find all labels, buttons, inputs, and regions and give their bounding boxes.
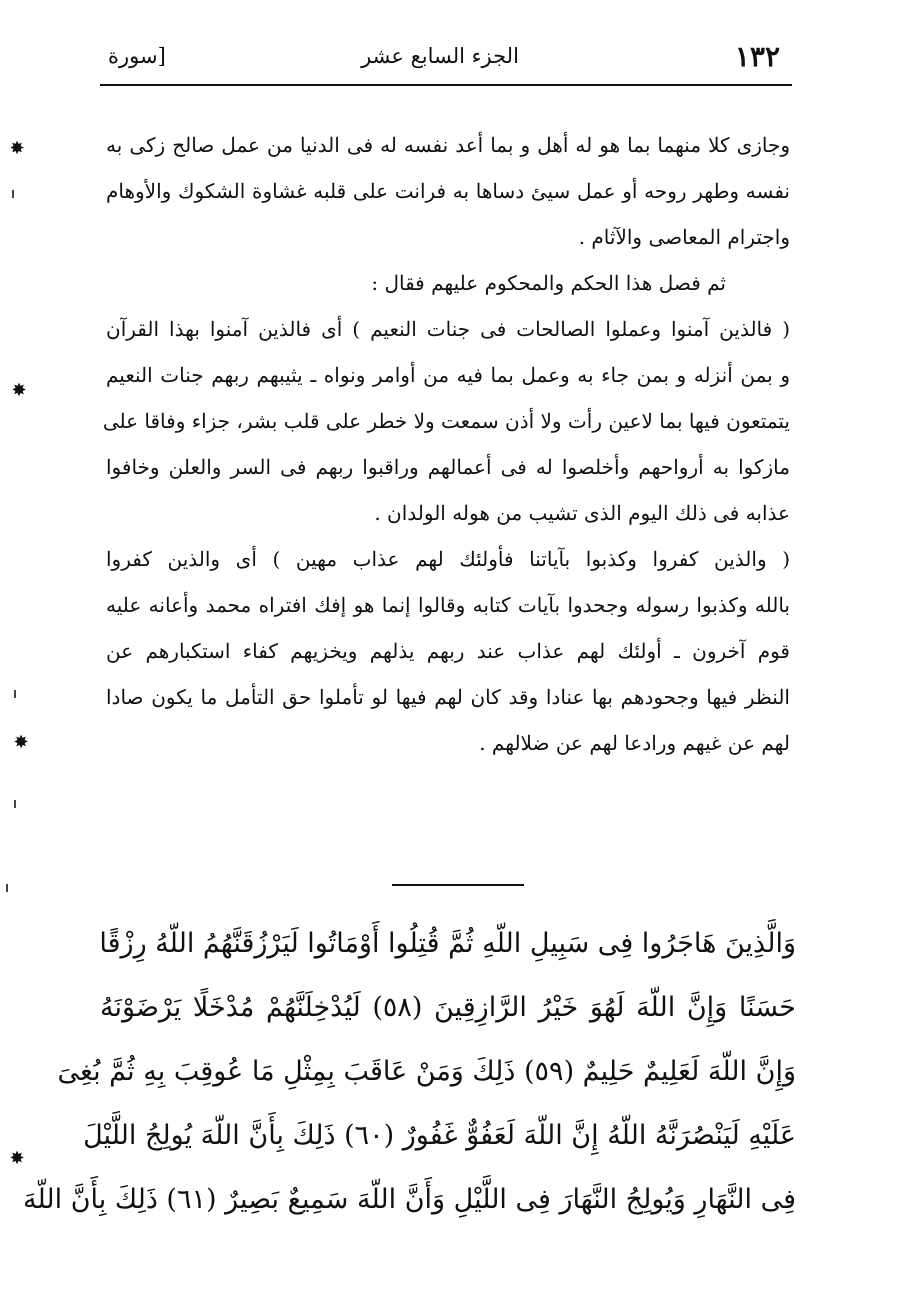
- binding-hole-mark-icon: ✸: [9, 1148, 25, 1169]
- header-rule: [100, 84, 792, 86]
- text-line: مازكوا به أرواحهم وأخلصوا له فى أعمالهم وراقبوا ربهم فى السر والعلن وخافوا: [106, 455, 790, 479]
- text-line: واجترام المعاصى والآثام .: [578, 225, 790, 249]
- verse-line: وَالَّذِينَ هَاجَرُوا فِى سَبِيلِ اللّهِ ثُمَّ قُتِلُوا أَوْمَاتُوا لَيَرْزُقَنَّهُمُ اللّهُ رِزْقًا: [99, 928, 796, 959]
- text-line: عذابه فى ذلك اليوم الذى تشيب من هوله الولدان .: [374, 501, 790, 525]
- quran-verses: [22, 912, 796, 1232]
- text-line: قوم آخرون ـ أولئك لهم عذاب عند ربهم يذلهم ويخزيهم كفاء استكبارهم عن: [106, 639, 790, 663]
- running-title: الجزء السابع عشر: [361, 44, 519, 68]
- text-line: وجازى كلا منهما بما هو له أهل و بما أعد نفسه له فى الدنيا من عمل صالح زكى به: [106, 133, 790, 157]
- text-line: النظر فيها وجحودهم بها عنادا وقد كان لهم فيها لو تأملوا حق التأمل ما يكون صادا: [106, 685, 790, 709]
- paragraph: [106, 122, 790, 260]
- paragraph: [102, 306, 791, 536]
- binding-hole-mark-icon: ✸: [13, 732, 29, 753]
- scan-speck: [12, 190, 14, 198]
- page-header: [100, 36, 792, 86]
- binding-hole-mark-icon: ✸: [11, 380, 27, 401]
- commentary-text: [102, 122, 791, 766]
- scan-speck: [14, 800, 16, 808]
- text-line: ( والذين كفروا وكذبوا بآياتنا فأولئك لهم عذاب مهين ) أى والذين كفروا: [106, 547, 790, 571]
- text-line: و بمن أنزله و بمن جاء به وعمل بما فيه من أوامر ونواه ـ يثيبهم ربهم جنات النعيم: [106, 363, 790, 387]
- text-line: يتمتعون فيها بما لاعين رأت ولا أذن سمعت ولا خطر على قلب بشر، جزاء وفاقا على: [102, 409, 790, 433]
- scan-speck: [6, 884, 8, 892]
- verse-line: وَإِنَّ اللّهَ لَعَلِيمٌ حَلِيمٌ (٥٩) ذَلِكَ وَمَنْ عَاقَبَ بِمِثْلِ مَا عُوقِبَ بِهِ ثُمَّ بُغِىَ: [57, 1056, 796, 1087]
- text-line: ( فالذين آمنوا وعملوا الصالحات فى جنات النعيم ) أى فالذين آمنوا بهذا القرآن: [106, 317, 791, 341]
- page-number: ١٣٢: [734, 40, 780, 73]
- binding-hole-mark-icon: ✸: [9, 138, 25, 159]
- verse-line: عَلَيْهِ لَيَنْصُرَنَّهُ اللّهُ إِنَّ اللّهَ لَعَفُوٌّ غَفُورٌ (٦٠) ذَلِكَ بِأَنَّ اللّهَ يُولِجُ اللَّيْلَ: [83, 1120, 796, 1151]
- text-line: نفسه وطهر روحه أو عمل سيئ دساها به فرانت على قلبه غشاوة الشكوك والأوهام: [106, 179, 790, 203]
- section-label: [سورة: [108, 44, 166, 68]
- paragraph: [106, 260, 790, 306]
- text-line: لهم عن غيهم ورادعا لهم عن ضلالهم .: [479, 731, 790, 755]
- paragraph: [106, 536, 790, 766]
- text-line: ثم فصل هذا الحكم والمحكوم عليهم فقال :: [371, 271, 726, 295]
- verse-line: فِى النَّهَارِ وَيُولِجُ النَّهَارَ فِى اللَّيْلِ وَأَنَّ اللّهَ سَمِيعٌ بَصِيرٌ (٦١) ذَلِكَ بِأَنَّ اللّهَ: [22, 1184, 796, 1215]
- section-divider: [392, 884, 524, 886]
- text-line: بالله وكذبوا رسوله وجحدوا بآيات كتابه وقالوا إنما هو إفك افتراه محمد وأعانه عليه: [106, 593, 790, 617]
- verse-line: حَسَنًا وَإِنَّ اللّهَ لَهُوَ خَيْرُ الرَّازِقِينَ (٥٨) لَيُدْخِلَنَّهُمْ مُدْخَلًا يَرْضَوْنَهُ: [100, 992, 796, 1023]
- scan-speck: [14, 690, 16, 698]
